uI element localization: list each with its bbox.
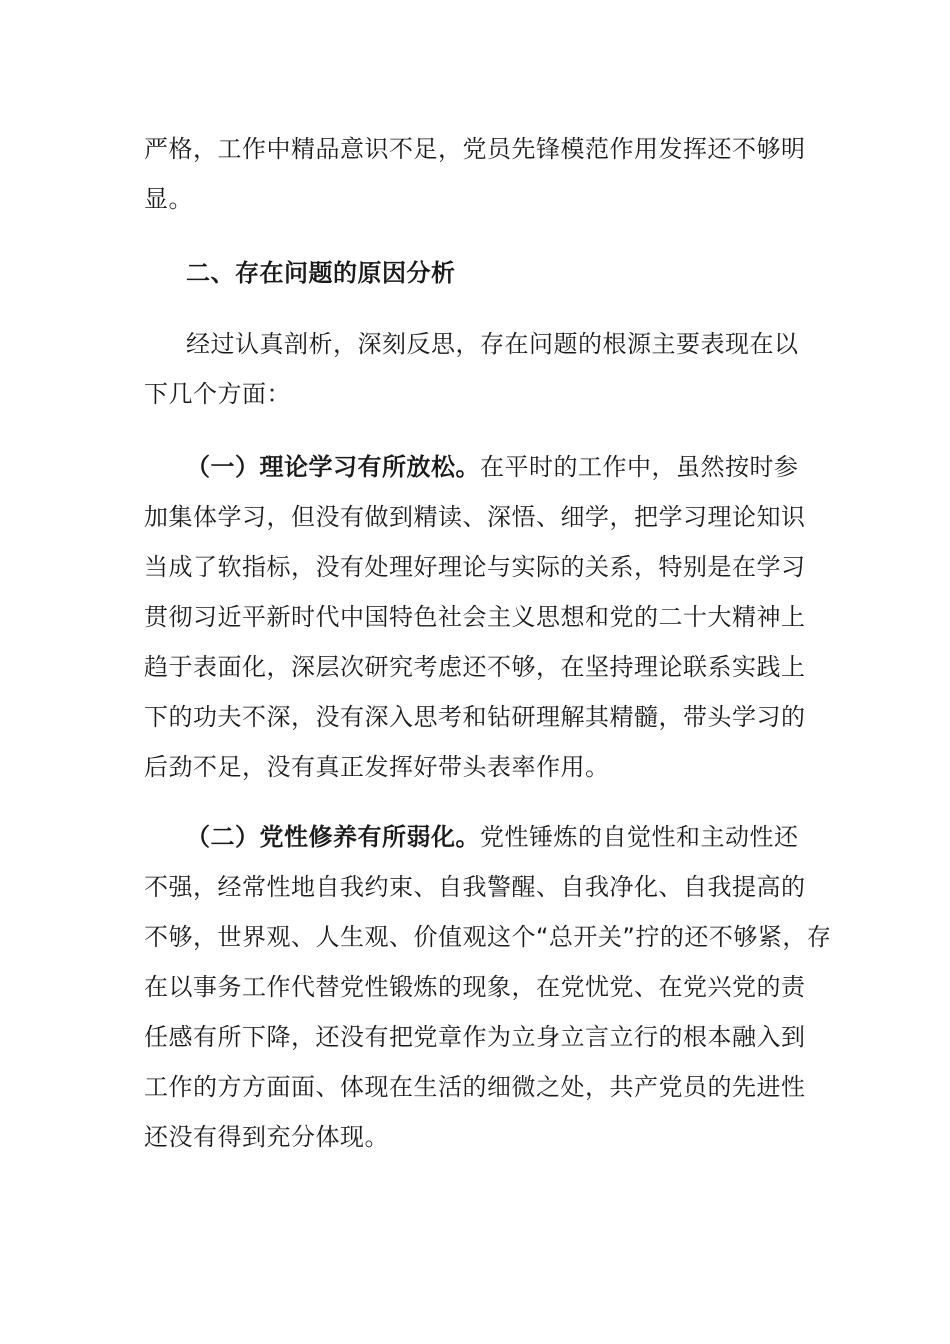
item1-line-7: 后劲不足，没有真正发挥好带头表率作用。 bbox=[144, 753, 610, 781]
item1-line-3: 当成了软指标，没有处理好理论与实际的关系，特别是在学习 bbox=[144, 553, 806, 581]
item1-first-line bbox=[186, 450, 799, 484]
item2-line-3: 不够，世界观、人生观、价值观这个“总开关”拧的还不够紧，存 bbox=[144, 923, 832, 951]
section-heading: 二、存在问题的原因分析 bbox=[186, 259, 456, 287]
item2-first-line bbox=[186, 820, 799, 854]
item1-line-6: 下的功夫不深，没有深入思考和钻研理解其精髓，带头学习的 bbox=[144, 703, 806, 731]
item1-line-2: 加集体学习，但没有做到精读、深悟、细学，把学习理论知识 bbox=[144, 503, 806, 531]
item2-line-6: 工作的方方面面、体现在生活的细微之处，共产党员的先进性 bbox=[144, 1073, 806, 1101]
item1-first-line-text: 在平时的工作中，虽然按时参 bbox=[480, 453, 799, 481]
item2-title: （二）党性修养有所弱化。 bbox=[186, 823, 480, 851]
item1-line-4: 贯彻习近平新时代中国特色社会主义思想和党的二十大精神上 bbox=[144, 603, 806, 631]
item1-line-5: 趋于表面化，深层次研究考虑还不够，在坚持理论联系实践上 bbox=[144, 653, 806, 681]
item2-line-2: 不强，经常性地自我约束、自我警醒、自我净化、自我提高的 bbox=[144, 873, 806, 901]
intro-line-1: 经过认真剖析，深刻反思，存在问题的根源主要表现在以 bbox=[186, 330, 799, 358]
item2-line-4: 在以事务工作代替党性锻炼的现象，在党忧党、在党兴党的责 bbox=[144, 973, 806, 1001]
item1-title: （一）理论学习有所放松。 bbox=[186, 453, 480, 481]
item2-line-5: 任感有所下降，还没有把党章作为立身立言立行的根本融入到 bbox=[144, 1023, 806, 1051]
intro-line-2: 下几个方面： bbox=[144, 380, 291, 408]
item2-line-7: 还没有得到充分体现。 bbox=[144, 1123, 389, 1151]
item2-first-line-text: 党性锤炼的自觉性和主动性还 bbox=[480, 823, 799, 851]
continuation-line-2: 显。 bbox=[144, 185, 193, 213]
continuation-line-1: 严格，工作中精品意识不足，党员先锋模范作用发挥还不够明 bbox=[144, 135, 806, 163]
